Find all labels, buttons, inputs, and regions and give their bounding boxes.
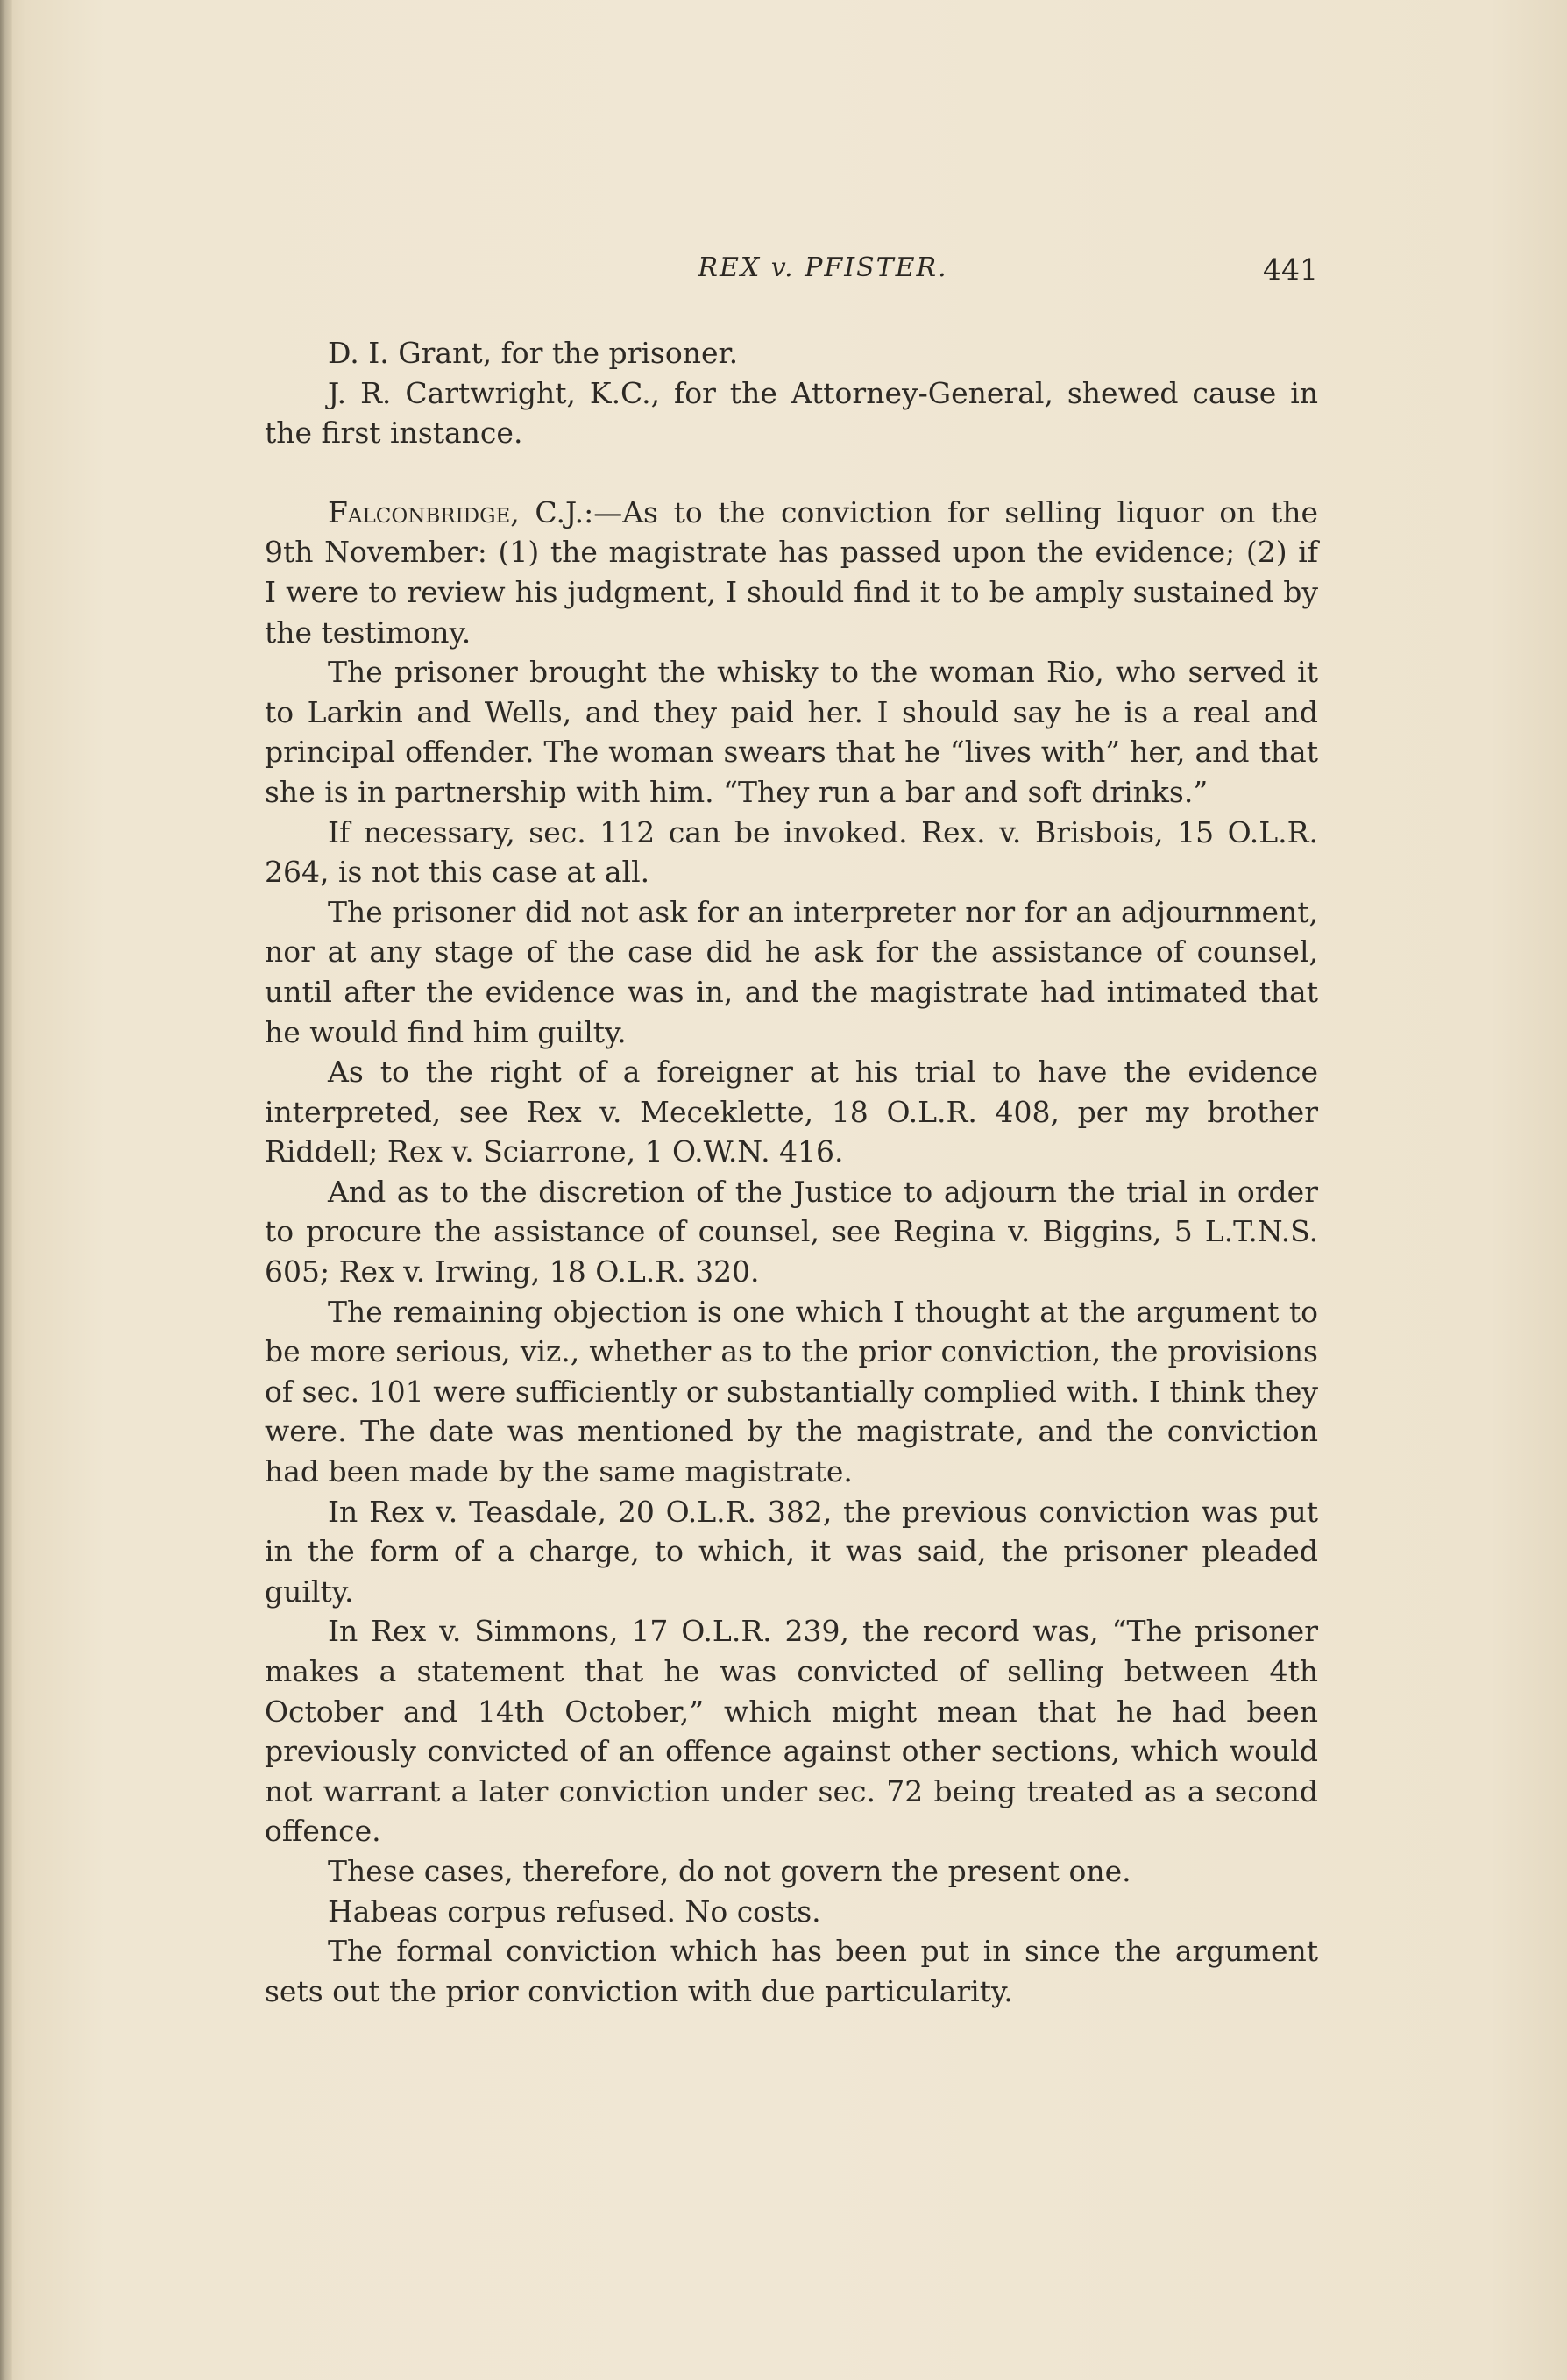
counsel-prisoner: D. I. Grant, for the prisoner. xyxy=(328,336,739,370)
page-text xyxy=(265,333,1318,2011)
paragraph-10: These cases, therefore, do not govern the present one. xyxy=(328,1853,1131,1888)
page-header xyxy=(328,245,1318,298)
paragraph-2: The prisoner brought the whisky to the woman Rio, who served it to Larkin and Wells, and they paid her. I should say he is a real and principal offender. The woman swears that he “lives with” her, and that she is in partnership with him. “They run a bar and soft drinks.” xyxy=(265,655,1318,809)
running-head: REX v. PFISTER. xyxy=(698,252,948,283)
judgment-opening xyxy=(265,493,1318,652)
counsel-crown: J. R. Cartwright, K.C., for the Attorney-General, shewed cause in the first instance. xyxy=(265,375,1318,451)
judgment-opening-text: :—As to the conviction for selling liquor on the 9th November: (1) the magistrate has passed upon the evidence; (2) if I were to review his judgment, I should find it to be amply sustained by the testimony. xyxy=(265,494,1319,650)
paragraph-7: The remaining objection is one which I thought at the argument to be more serious, viz., whether as to the prior conviction, the provisions of sec. 101 were sufficiently or substantially complied with. I think they were. The date was mentioned by the magistrate, and the conviction had been made by the same magistrate. xyxy=(265,1294,1318,1489)
paragraph-3: If necessary, sec. 112 can be invoked. Rex. v. Brisbois, 15 O.L.R. 264, is not this case at all. xyxy=(265,814,1318,890)
judge-name: Falconbridge, C.J. xyxy=(328,494,585,529)
paragraph-5: As to the right of a foreigner at his trial to have the evidence interpreted, see Rex v. Meceklette, 18 O.L.R. 408, per my brother Riddell; Rex v. Sciarrone, 1 O.W.N. 416. xyxy=(265,1055,1318,1169)
page-spine-shadow xyxy=(0,0,12,2380)
paragraph-11: Habeas corpus refused. No costs. xyxy=(328,1893,821,1929)
page-number: 441 xyxy=(1263,252,1318,287)
paragraph-4: The prisoner did not ask for an interpreter nor for an adjournment, nor at any stage of the case did he ask for the assistance of counsel, until after the evidence was in, and the magistrate had intimated that he would find him guilty. xyxy=(265,894,1318,1049)
paragraph-8: In Rex v. Teasdale, 20 O.L.R. 382, the previous conviction was put in the form of a charge, to which, it was said, the prisoner pleaded guilty. xyxy=(265,1494,1318,1609)
paragraph-9: In Rex v. Simmons, 17 O.L.R. 239, the record was, “The prisoner makes a statement that he was convicted of selling between 4th October and 14th October,” which might mean that he had been previously convicted of an offence against other sections, which would not warrant a later conviction under sec. 72 being treated as a second offence. xyxy=(265,1614,1318,1849)
paragraph-6: And as to the discretion of the Justice to adjourn the trial in order to procure the assistance of counsel, see Regina v. Biggins, 5 L.T.N.S. 605; Rex v. Irwing, 18 O.L.R. 320. xyxy=(265,1174,1318,1289)
paragraph-12: The formal conviction which has been put in since the argument sets out the prior conviction with due particularity. xyxy=(265,1934,1318,2008)
